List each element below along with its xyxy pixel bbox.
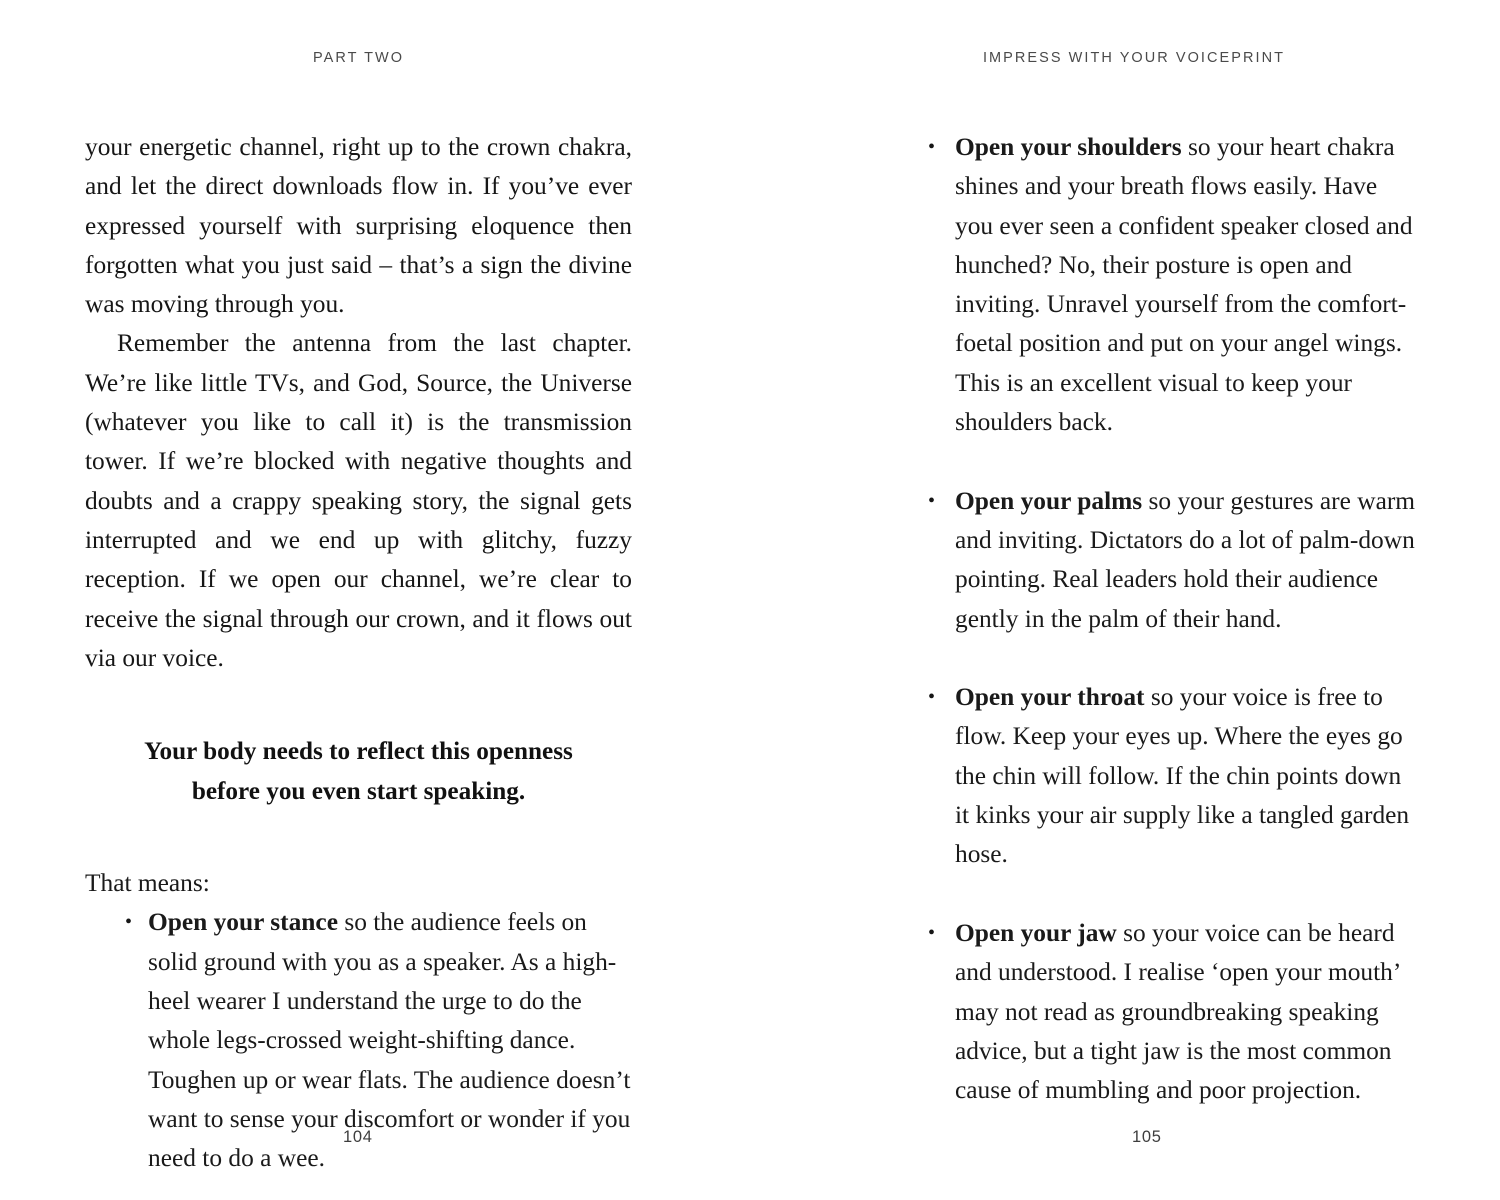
bullet-lead-text: Open your shoulders <box>955 133 1182 161</box>
list-item <box>908 482 1416 639</box>
bullet-body-text: so your voice is free to flow. Keep your eyes up. Where the eyes go the chin will follow. If the chin points down it kinks your air supply like a tangled garden hose. <box>955 683 1410 869</box>
bullet-body-text: so your voice can be heard and understood. I realise ‘open your mouth’ may not read as groundbreaking speaking advice, but a tight jaw is the most common cause of mumbling and poor projection. <box>955 918 1400 1105</box>
list-item <box>908 914 1416 1110</box>
page-number-right: 105 <box>1132 1128 1162 1146</box>
list-lead-in: That means: <box>85 869 210 898</box>
bullet-lead-text: Open your stance <box>148 908 338 937</box>
bullet-body-text: so your heart chakra shines and your breath flows easily. Have you ever seen a confident speaker closed and hunched? No, their posture is open and inviting. Unravel yourself from the comfort-foetal position and put on your angel wings. This is an excellent visual to keep your shoulders back. <box>955 133 1413 437</box>
bullet-dot-icon: • <box>928 686 936 709</box>
bullet-dot-icon: • <box>928 489 936 512</box>
running-head-left: PART TWO <box>313 50 405 66</box>
pull-quote-line: before you even start speaking. <box>191 777 526 805</box>
pull-quote-line: Your body needs to reflect this openness <box>144 738 573 766</box>
bullet-lead-text: Open your jaw <box>955 918 1117 947</box>
paragraph: Remember the antenna from the last chapter. We’re like little TVs, and God, Source, the Universe (whatever you like to call it) is the transmission tower. If we’re blocked with negative thoughts and doubts and a crappy speaking story, the signal gets interrupted and we end up with glitchy, fuzzy reception. If we open our channel, we’re clear to receive the signal through our crown, and it flows out via our voice. <box>85 329 632 672</box>
bullet-body-text: so your gestures are warm and inviting. Dictators do a lot of palm-down pointing. Real leaders hold their audience gently in the palm of their hand. <box>955 486 1416 633</box>
list-item <box>908 678 1416 874</box>
left-page <box>85 128 632 1179</box>
bullet-body-text: so the audience feels on solid ground with you as a speaker. As a high-heel wearer I understand the urge to do the whole legs-crossed weight-shifting dance. Toughen up or wear flats. The audience doesn’t want to sense your discomfort or wonder if you need to do a wee. <box>148 908 631 1173</box>
list-item <box>908 128 1416 442</box>
bullet-dot-icon: • <box>928 136 936 158</box>
bullet-dot-icon: • <box>125 911 133 934</box>
bullet-lead-text: Open your throat <box>955 683 1145 712</box>
right-page <box>908 128 1416 1110</box>
page-number-left: 104 <box>343 1128 373 1146</box>
right-bullet-list <box>908 128 1416 1110</box>
bullet-dot-icon: • <box>928 921 936 944</box>
bullet-lead-text: Open your palms <box>955 486 1143 515</box>
left-page-body <box>85 128 632 678</box>
running-head-right: IMPRESS WITH YOUR VOICEPRINT <box>982 50 1285 66</box>
paragraph: your energetic channel, right up to the crown chakra, and let the direct downloads flow in. If you’ve ever expressed yourself with surprising eloquence then forgotten what you just said – that’s a sign the divine was moving through you. <box>85 133 632 319</box>
pull-quote <box>85 732 632 811</box>
